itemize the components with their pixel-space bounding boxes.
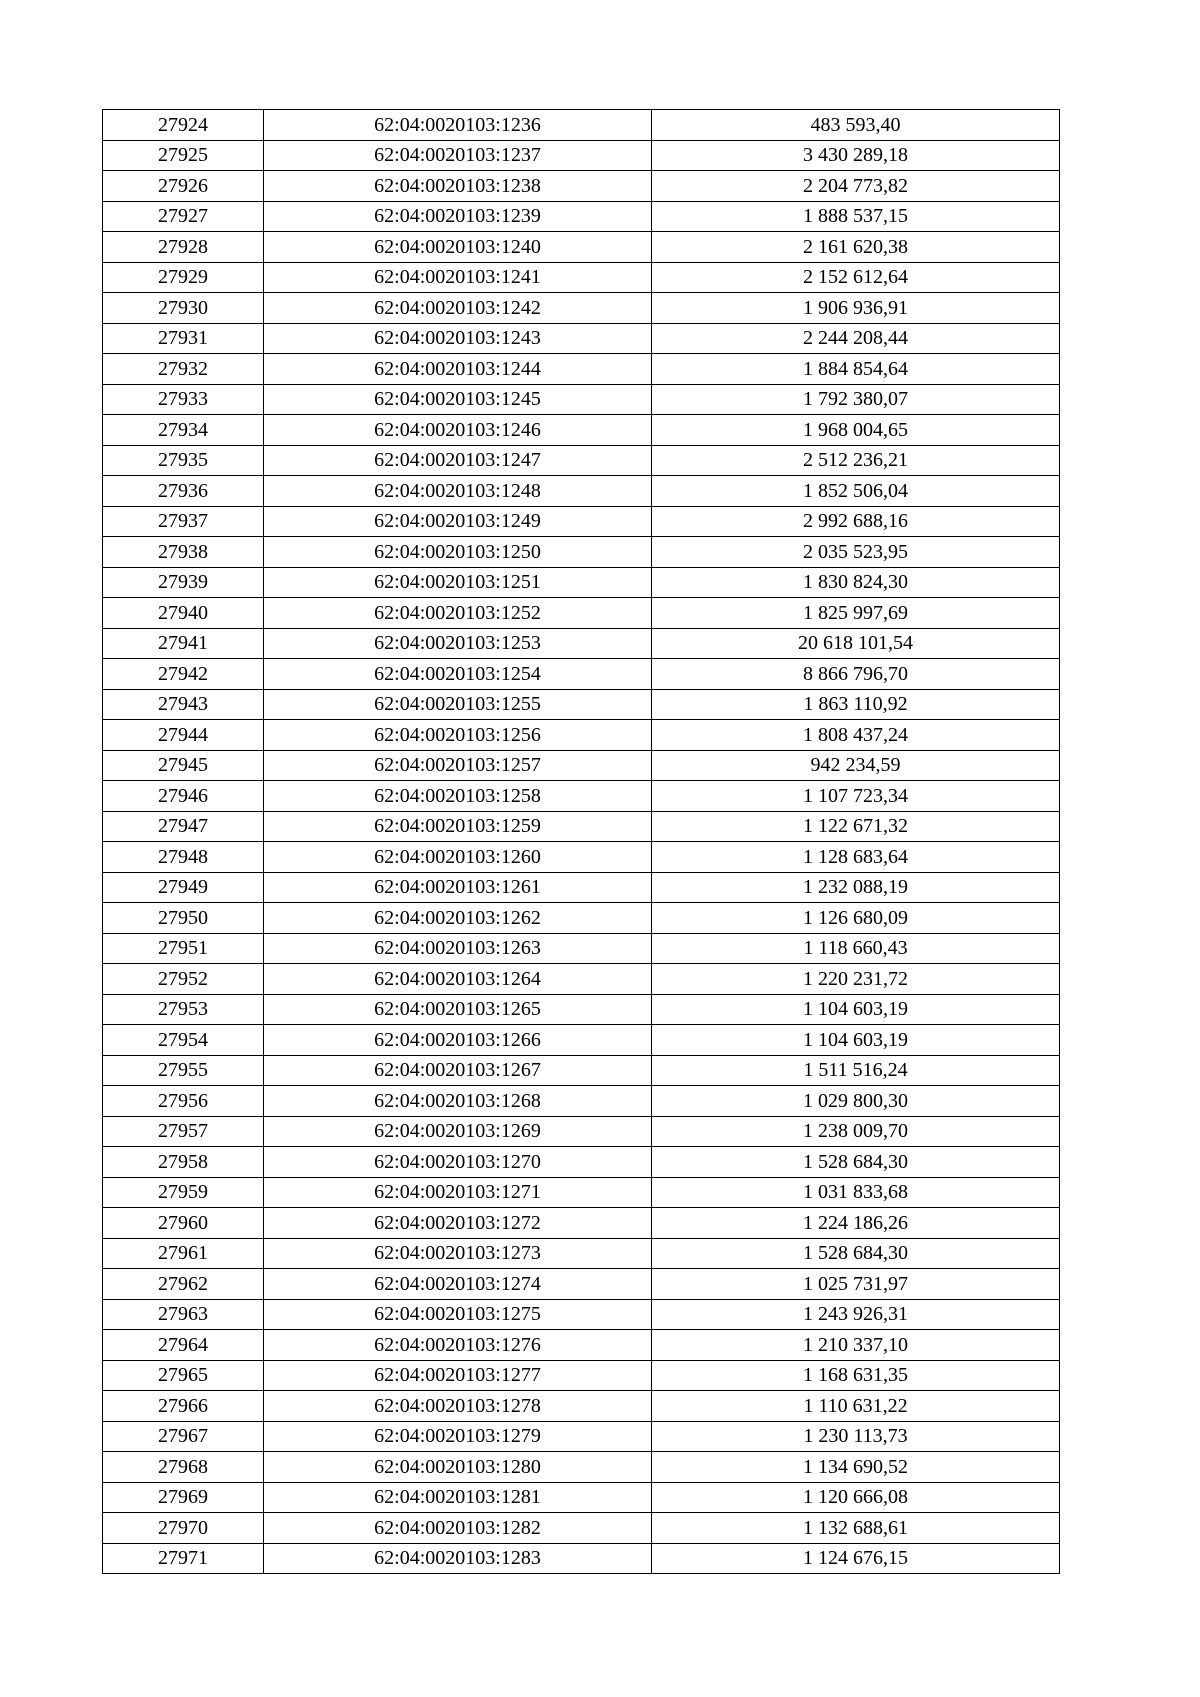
cadastral-value-cell: 2 035 523,95 — [652, 537, 1060, 568]
table-row — [103, 1330, 1060, 1361]
row-number-cell: 27940 — [103, 598, 264, 629]
cadastral-number-cell: 62:04:0020103:1270 — [264, 1147, 652, 1178]
cadastral-number-cell: 62:04:0020103:1264 — [264, 964, 652, 995]
cadastral-value-cell: 1 132 688,61 — [652, 1513, 1060, 1544]
table-row — [103, 1360, 1060, 1391]
row-number-cell: 27960 — [103, 1208, 264, 1239]
cadastral-value-cell: 1 968 004,65 — [652, 415, 1060, 446]
row-number-cell: 27945 — [103, 750, 264, 781]
row-number-cell: 27928 — [103, 232, 264, 263]
row-number-cell: 27953 — [103, 994, 264, 1025]
row-number-cell: 27947 — [103, 811, 264, 842]
cadastral-value-cell: 1 906 936,91 — [652, 293, 1060, 324]
cadastral-number-cell: 62:04:0020103:1278 — [264, 1391, 652, 1422]
cadastral-number-cell: 62:04:0020103:1246 — [264, 415, 652, 446]
cadastral-number-cell: 62:04:0020103:1250 — [264, 537, 652, 568]
cadastral-value-cell: 1 104 603,19 — [652, 994, 1060, 1025]
cadastral-value-cell: 1 025 731,97 — [652, 1269, 1060, 1300]
table-row — [103, 445, 1060, 476]
row-number-cell: 27930 — [103, 293, 264, 324]
table-row — [103, 201, 1060, 232]
row-number-cell: 27970 — [103, 1513, 264, 1544]
cadastral-number-cell: 62:04:0020103:1241 — [264, 262, 652, 293]
cadastral-number-cell: 62:04:0020103:1279 — [264, 1421, 652, 1452]
cadastral-number-cell: 62:04:0020103:1249 — [264, 506, 652, 537]
cadastral-value-cell: 2 161 620,38 — [652, 232, 1060, 263]
row-number-cell: 27939 — [103, 567, 264, 598]
row-number-cell: 27932 — [103, 354, 264, 385]
table-row — [103, 781, 1060, 812]
table-row — [103, 384, 1060, 415]
table-row — [103, 262, 1060, 293]
table-row — [103, 1147, 1060, 1178]
row-number-cell: 27967 — [103, 1421, 264, 1452]
table-row — [103, 750, 1060, 781]
cadastral-number-cell: 62:04:0020103:1276 — [264, 1330, 652, 1361]
cadastral-number-cell: 62:04:0020103:1255 — [264, 689, 652, 720]
cadastral-number-cell: 62:04:0020103:1277 — [264, 1360, 652, 1391]
cadastral-value-cell: 1 825 997,69 — [652, 598, 1060, 629]
row-number-cell: 27951 — [103, 933, 264, 964]
cadastral-number-cell: 62:04:0020103:1262 — [264, 903, 652, 934]
row-number-cell: 27931 — [103, 323, 264, 354]
cadastral-value-cell: 2 512 236,21 — [652, 445, 1060, 476]
row-number-cell: 27934 — [103, 415, 264, 446]
table-row — [103, 598, 1060, 629]
row-number-cell: 27962 — [103, 1269, 264, 1300]
cadastral-number-cell: 62:04:0020103:1254 — [264, 659, 652, 690]
table-row — [103, 903, 1060, 934]
table-row — [103, 1421, 1060, 1452]
row-number-cell: 27937 — [103, 506, 264, 537]
cadastral-number-cell: 62:04:0020103:1275 — [264, 1299, 652, 1330]
cadastral-value-cell: 1 210 337,10 — [652, 1330, 1060, 1361]
table-body — [103, 110, 1060, 1574]
cadastral-number-cell: 62:04:0020103:1272 — [264, 1208, 652, 1239]
row-number-cell: 27959 — [103, 1177, 264, 1208]
cadastral-value-cell: 1 122 671,32 — [652, 811, 1060, 842]
cadastral-value-cell: 1 220 231,72 — [652, 964, 1060, 995]
row-number-cell: 27924 — [103, 110, 264, 141]
cadastral-number-cell: 62:04:0020103:1248 — [264, 476, 652, 507]
table-row — [103, 293, 1060, 324]
cadastral-value-cell: 1 511 516,24 — [652, 1055, 1060, 1086]
cadastral-value-cell: 1 126 680,09 — [652, 903, 1060, 934]
row-number-cell: 27925 — [103, 140, 264, 171]
cadastral-number-cell: 62:04:0020103:1244 — [264, 354, 652, 385]
cadastral-number-cell: 62:04:0020103:1239 — [264, 201, 652, 232]
table-row — [103, 1543, 1060, 1574]
cadastral-value-cell: 1 852 506,04 — [652, 476, 1060, 507]
table-row — [103, 689, 1060, 720]
table-row — [103, 994, 1060, 1025]
table-row — [103, 933, 1060, 964]
table-row — [103, 1177, 1060, 1208]
table-row — [103, 232, 1060, 263]
row-number-cell: 27946 — [103, 781, 264, 812]
row-number-cell: 27963 — [103, 1299, 264, 1330]
cadastral-number-cell: 62:04:0020103:1238 — [264, 171, 652, 202]
cadastral-value-cell: 1 884 854,64 — [652, 354, 1060, 385]
row-number-cell: 27938 — [103, 537, 264, 568]
table-row — [103, 1452, 1060, 1483]
table-row — [103, 323, 1060, 354]
cadastral-value-cell: 1 107 723,34 — [652, 781, 1060, 812]
cadastral-value-cell: 1 238 009,70 — [652, 1116, 1060, 1147]
row-number-cell: 27936 — [103, 476, 264, 507]
cadastral-value-cell: 1 528 684,30 — [652, 1147, 1060, 1178]
row-number-cell: 27969 — [103, 1482, 264, 1513]
row-number-cell: 27935 — [103, 445, 264, 476]
table-row — [103, 811, 1060, 842]
cadastral-value-cell: 1 232 088,19 — [652, 872, 1060, 903]
table-row — [103, 1391, 1060, 1422]
cadastral-number-cell: 62:04:0020103:1251 — [264, 567, 652, 598]
cadastral-value-cell: 1 134 690,52 — [652, 1452, 1060, 1483]
row-number-cell: 27956 — [103, 1086, 264, 1117]
cadastral-number-cell: 62:04:0020103:1258 — [264, 781, 652, 812]
cadastral-value-cell: 1 029 800,30 — [652, 1086, 1060, 1117]
table-row — [103, 964, 1060, 995]
cadastral-number-cell: 62:04:0020103:1268 — [264, 1086, 652, 1117]
cadastral-value-cell: 1 888 537,15 — [652, 201, 1060, 232]
table-row — [103, 171, 1060, 202]
table-row — [103, 1299, 1060, 1330]
cadastral-number-cell: 62:04:0020103:1242 — [264, 293, 652, 324]
table-row — [103, 537, 1060, 568]
row-number-cell: 27966 — [103, 1391, 264, 1422]
cadastral-number-cell: 62:04:0020103:1237 — [264, 140, 652, 171]
cadastral-number-cell: 62:04:0020103:1240 — [264, 232, 652, 263]
cadastral-number-cell: 62:04:0020103:1260 — [264, 842, 652, 873]
table-row — [103, 1482, 1060, 1513]
table-row — [103, 659, 1060, 690]
table-row — [103, 1055, 1060, 1086]
cadastral-number-cell: 62:04:0020103:1243 — [264, 323, 652, 354]
cadastral-value-cell: 2 204 773,82 — [652, 171, 1060, 202]
cadastral-number-cell: 62:04:0020103:1269 — [264, 1116, 652, 1147]
table-row — [103, 110, 1060, 141]
table-row — [103, 872, 1060, 903]
table-row — [103, 842, 1060, 873]
cadastral-value-cell: 1 128 683,64 — [652, 842, 1060, 873]
cadastral-number-cell: 62:04:0020103:1283 — [264, 1543, 652, 1574]
row-number-cell: 27944 — [103, 720, 264, 751]
row-number-cell: 27933 — [103, 384, 264, 415]
table-row — [103, 1116, 1060, 1147]
cadastral-number-cell: 62:04:0020103:1280 — [264, 1452, 652, 1483]
cadastral-value-cell: 8 866 796,70 — [652, 659, 1060, 690]
cadastral-value-cell: 2 244 208,44 — [652, 323, 1060, 354]
cadastral-number-cell: 62:04:0020103:1271 — [264, 1177, 652, 1208]
row-number-cell: 27971 — [103, 1543, 264, 1574]
cadastral-value-cell: 1 168 631,35 — [652, 1360, 1060, 1391]
row-number-cell: 27929 — [103, 262, 264, 293]
cadastral-value-cell: 1 120 666,08 — [652, 1482, 1060, 1513]
cadastral-value-cell: 1 110 631,22 — [652, 1391, 1060, 1422]
cadastral-value-cell: 1 792 380,07 — [652, 384, 1060, 415]
table-row — [103, 1025, 1060, 1056]
cadastral-number-cell: 62:04:0020103:1274 — [264, 1269, 652, 1300]
row-number-cell: 27957 — [103, 1116, 264, 1147]
cadastral-value-cell: 1 104 603,19 — [652, 1025, 1060, 1056]
cadastral-number-cell: 62:04:0020103:1256 — [264, 720, 652, 751]
row-number-cell: 27942 — [103, 659, 264, 690]
cadastral-number-cell: 62:04:0020103:1282 — [264, 1513, 652, 1544]
cadastral-value-cell: 1 830 824,30 — [652, 567, 1060, 598]
cadastral-number-cell: 62:04:0020103:1257 — [264, 750, 652, 781]
cadastral-value-cell: 1 808 437,24 — [652, 720, 1060, 751]
table-row — [103, 1269, 1060, 1300]
cadastral-value-cell: 1 118 660,43 — [652, 933, 1060, 964]
table-row — [103, 354, 1060, 385]
cadastral-number-cell: 62:04:0020103:1247 — [264, 445, 652, 476]
cadastral-value-cell: 1 243 926,31 — [652, 1299, 1060, 1330]
cadastral-number-cell: 62:04:0020103:1265 — [264, 994, 652, 1025]
cadastral-value-cell: 1 031 833,68 — [652, 1177, 1060, 1208]
table-row — [103, 506, 1060, 537]
cadastral-number-cell: 62:04:0020103:1267 — [264, 1055, 652, 1086]
row-number-cell: 27968 — [103, 1452, 264, 1483]
cadastral-number-cell: 62:04:0020103:1253 — [264, 628, 652, 659]
row-number-cell: 27955 — [103, 1055, 264, 1086]
cadastral-number-cell: 62:04:0020103:1263 — [264, 933, 652, 964]
cadastral-value-cell: 2 992 688,16 — [652, 506, 1060, 537]
table-row — [103, 415, 1060, 446]
table-row — [103, 567, 1060, 598]
cadastral-number-cell: 62:04:0020103:1266 — [264, 1025, 652, 1056]
table-row — [103, 1238, 1060, 1269]
cadastral-value-cell: 2 152 612,64 — [652, 262, 1060, 293]
cadastral-value-cell: 3 430 289,18 — [652, 140, 1060, 171]
row-number-cell: 27958 — [103, 1147, 264, 1178]
cadastral-number-cell: 62:04:0020103:1236 — [264, 110, 652, 141]
cadastral-number-cell: 62:04:0020103:1273 — [264, 1238, 652, 1269]
cadastral-value-cell: 1 863 110,92 — [652, 689, 1060, 720]
table-row — [103, 720, 1060, 751]
row-number-cell: 27943 — [103, 689, 264, 720]
row-number-cell: 27954 — [103, 1025, 264, 1056]
cadastral-number-cell: 62:04:0020103:1261 — [264, 872, 652, 903]
row-number-cell: 27950 — [103, 903, 264, 934]
cadastral-number-cell: 62:04:0020103:1245 — [264, 384, 652, 415]
cadastral-value-cell: 1 230 113,73 — [652, 1421, 1060, 1452]
row-number-cell: 27927 — [103, 201, 264, 232]
cadastral-value-cell: 20 618 101,54 — [652, 628, 1060, 659]
cadastral-value-cell: 1 124 676,15 — [652, 1543, 1060, 1574]
cadastral-number-cell: 62:04:0020103:1252 — [264, 598, 652, 629]
row-number-cell: 27941 — [103, 628, 264, 659]
row-number-cell: 27961 — [103, 1238, 264, 1269]
row-number-cell: 27948 — [103, 842, 264, 873]
cadastral-number-cell: 62:04:0020103:1281 — [264, 1482, 652, 1513]
cadastral-number-cell: 62:04:0020103:1259 — [264, 811, 652, 842]
table-row — [103, 628, 1060, 659]
cadastral-value-cell: 483 593,40 — [652, 110, 1060, 141]
cadastral-value-cell: 1 224 186,26 — [652, 1208, 1060, 1239]
table-row — [103, 1513, 1060, 1544]
row-number-cell: 27926 — [103, 171, 264, 202]
table-row — [103, 140, 1060, 171]
row-number-cell: 27964 — [103, 1330, 264, 1361]
row-number-cell: 27965 — [103, 1360, 264, 1391]
cadastral-value-cell: 942 234,59 — [652, 750, 1060, 781]
cadastral-value-cell: 1 528 684,30 — [652, 1238, 1060, 1269]
cadastral-value-table — [102, 109, 1060, 1574]
table-row — [103, 476, 1060, 507]
row-number-cell: 27952 — [103, 964, 264, 995]
table-row — [103, 1208, 1060, 1239]
row-number-cell: 27949 — [103, 872, 264, 903]
table-row — [103, 1086, 1060, 1117]
